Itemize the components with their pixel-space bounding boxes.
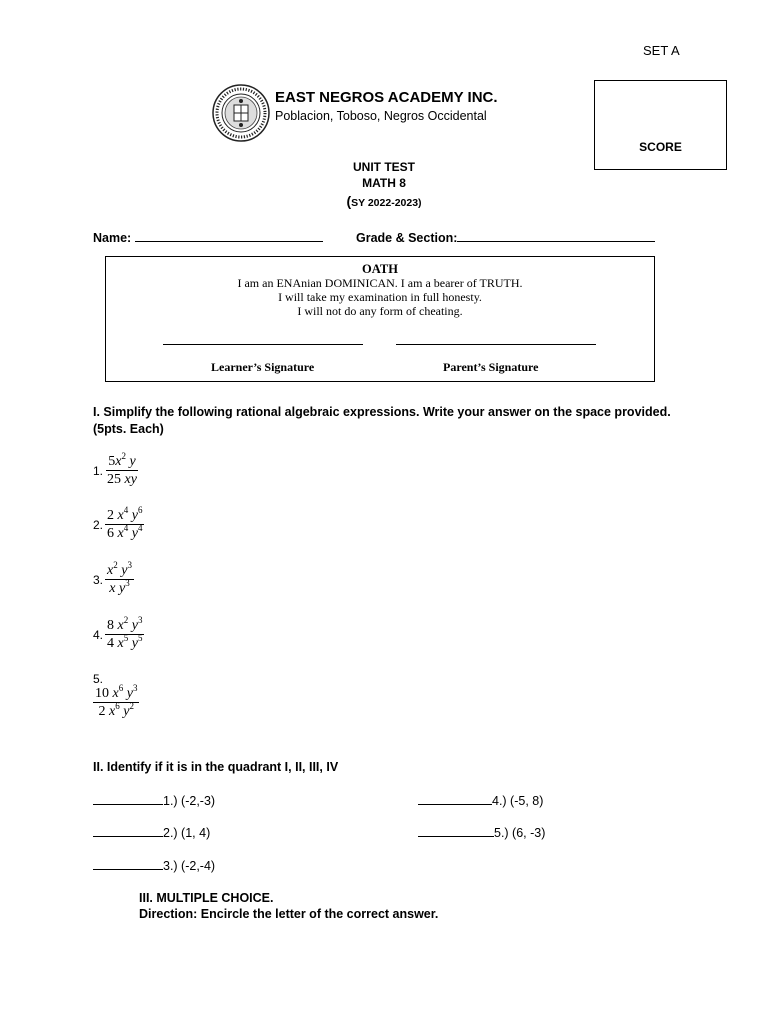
expression-item-1 — [93, 451, 139, 487]
item-number-5: 5. — [93, 672, 104, 686]
section-3-heading: III. MULTIPLE CHOICE. — [139, 891, 274, 905]
answer-blank[interactable] — [93, 825, 163, 837]
oath-line-3: I will not do any form of cheating. — [297, 304, 463, 318]
learner-signature-label: Learner’s Signature — [211, 360, 315, 374]
name-blank[interactable] — [135, 229, 323, 242]
item-number: 1. — [93, 463, 104, 478]
item-number: 2. — [93, 517, 104, 532]
score-label: SCORE — [639, 140, 682, 154]
expression-item-5 — [93, 683, 139, 719]
quadrant-item-2: 2.) (1, 4) — [93, 825, 210, 840]
set-label: SET A — [643, 43, 680, 58]
school-name: EAST NEGROS ACADEMY INC. — [275, 89, 498, 106]
school-year-text: SY 2022-2023) — [351, 197, 422, 209]
answer-blank[interactable] — [418, 793, 492, 805]
fraction: $\frac{2 x^4 y^6}{6 x^4 y^4}$ — [107, 505, 143, 541]
name-label: Name: — [93, 231, 135, 245]
parent-signature-label: Parent’s Signature — [443, 360, 539, 374]
section-2-heading: II. Identify if it is in the quadrant I, II, III, IV — [93, 760, 339, 774]
expression-item-2 — [93, 505, 144, 541]
grade-section-blank[interactable] — [457, 229, 655, 242]
oath-line-2: I will take my examination in full honesty. — [278, 290, 482, 304]
fraction: $\frac{x^2 y^3}{x y^3}$ — [107, 560, 132, 596]
school-year — [0, 193, 768, 209]
learner-signature-line[interactable] — [163, 344, 363, 345]
score-box — [594, 80, 727, 170]
parent-signature-line[interactable] — [396, 344, 596, 345]
school-address: Poblacion, Toboso, Negros Occidental — [275, 109, 487, 123]
test-subject: MATH 8 — [362, 176, 406, 190]
answer-blank[interactable] — [93, 858, 163, 870]
section-1-points: (5pts. Each) — [93, 422, 164, 436]
name-field — [93, 229, 323, 245]
quadrant-item-1: 1.) (-2,-3) — [93, 793, 215, 808]
item-number: 3. — [93, 572, 104, 587]
quadrant-item-5: 5.) (6, -3) — [418, 825, 545, 840]
oath-box — [105, 256, 655, 382]
fraction: $\frac{10 x^6 y^3}{2 x^6 y^2}$ — [95, 683, 138, 719]
expression-item-3 — [93, 560, 134, 596]
oath-line-1: I am an ENAnian DOMINICAN. I am a bearer of TRUTH. — [237, 276, 523, 290]
school-year-open-paren: ( — [346, 193, 352, 209]
expression-item-4 — [93, 615, 144, 651]
grade-section-label: Grade & Section: — [356, 231, 458, 245]
grade-section-field — [356, 229, 655, 245]
quadrant-item-3: 3.) (-2,-4) — [93, 858, 215, 873]
oath-title: OATH — [362, 262, 398, 276]
answer-blank[interactable] — [93, 793, 163, 805]
answer-blank[interactable] — [418, 825, 494, 837]
item-number: 4. — [93, 627, 104, 642]
school-seal-logo — [212, 84, 270, 142]
quadrant-item-4: 4.) (-5, 8) — [418, 793, 543, 808]
section-1-heading: I. Simplify the following rational algebraic expressions. Write your answer on the space provided. — [93, 405, 671, 419]
test-title: UNIT TEST — [353, 160, 415, 174]
section-3-direction: Direction: Encircle the letter of the correct answer. — [139, 907, 439, 921]
fraction: $\frac{8 x^2 y^3}{4 x^5 y^5}$ — [107, 615, 143, 651]
fraction: $\frac{5x^2 y}{25 xy}$ — [107, 451, 137, 487]
